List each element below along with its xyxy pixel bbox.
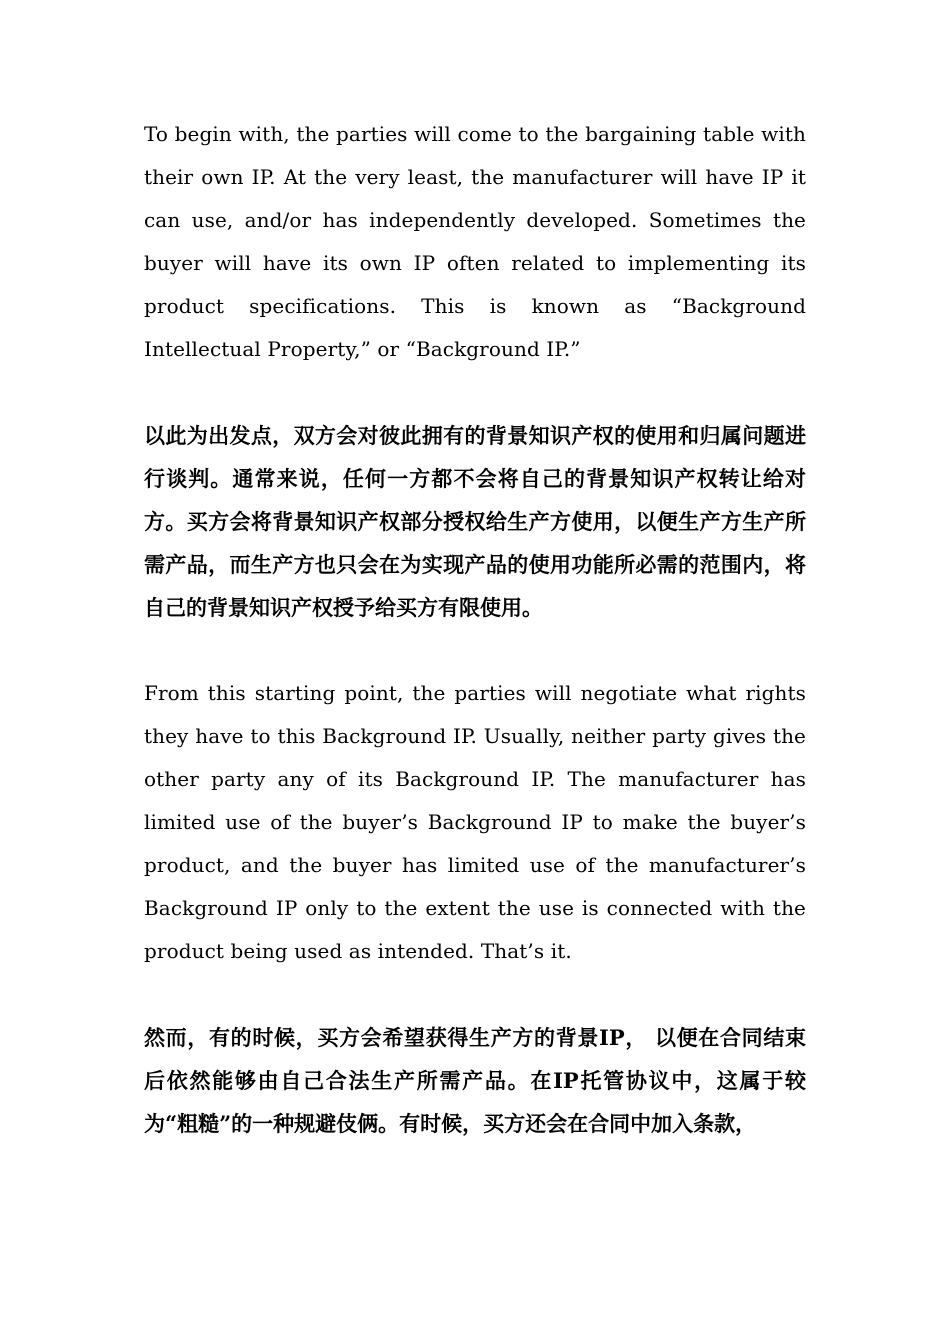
paragraph-background-ip-en: To begin with, the parties will come to the bargaining table with their own IP. At the very least, the manufacturer will have IP it can use, and/or has independently developed. Sometimes the buyer will have its own IP often related to implementing its product specifications. This is known as “Background Intellectual Property,” or “Background IP.” xyxy=(144,122,806,361)
paragraph-background-ip-zh: 以此为出发点，双方会对彼此拥有的背景知识产权的使用和归属问题进行谈判。通常来说，任何一方都不会将自己的背景知识产权转让给对方。买方会将背景知识产权部分授权给生产方使用，以便生产方生产所需产品，而生产方也只会在为实现产品的使用功能所必需的范围内，将自己的背景知识产权授予给买方有限使用。 xyxy=(144,423,806,620)
document-page xyxy=(144,113,806,1145)
paragraph-spacer xyxy=(144,629,806,672)
paragraph-spacer xyxy=(144,973,806,1016)
paragraph-escrow-zh: 然而，有的时候，买方会希望获得生产方的背景IP， 以便在合同结束后依然能够由自己合法生产所需产品。在IP托管协议中，这属于较为“粗糙”的一种规避伎俩。有时候，买方还会在合同中加入条款， xyxy=(144,1025,806,1136)
paragraph-negotiation-en: From this starting point, the parties will negotiate what rights they have to this Background IP. Usually, neither party gives the other party any of its Background IP. The manufacturer has limited use of the buyer’s Background IP to make the buyer’s product, and the buyer has limited use of the manufacturer’s Background IP only to the extent the use is connected with the product being used as intended. That’s it. xyxy=(144,681,806,963)
paragraph-spacer xyxy=(144,371,806,414)
